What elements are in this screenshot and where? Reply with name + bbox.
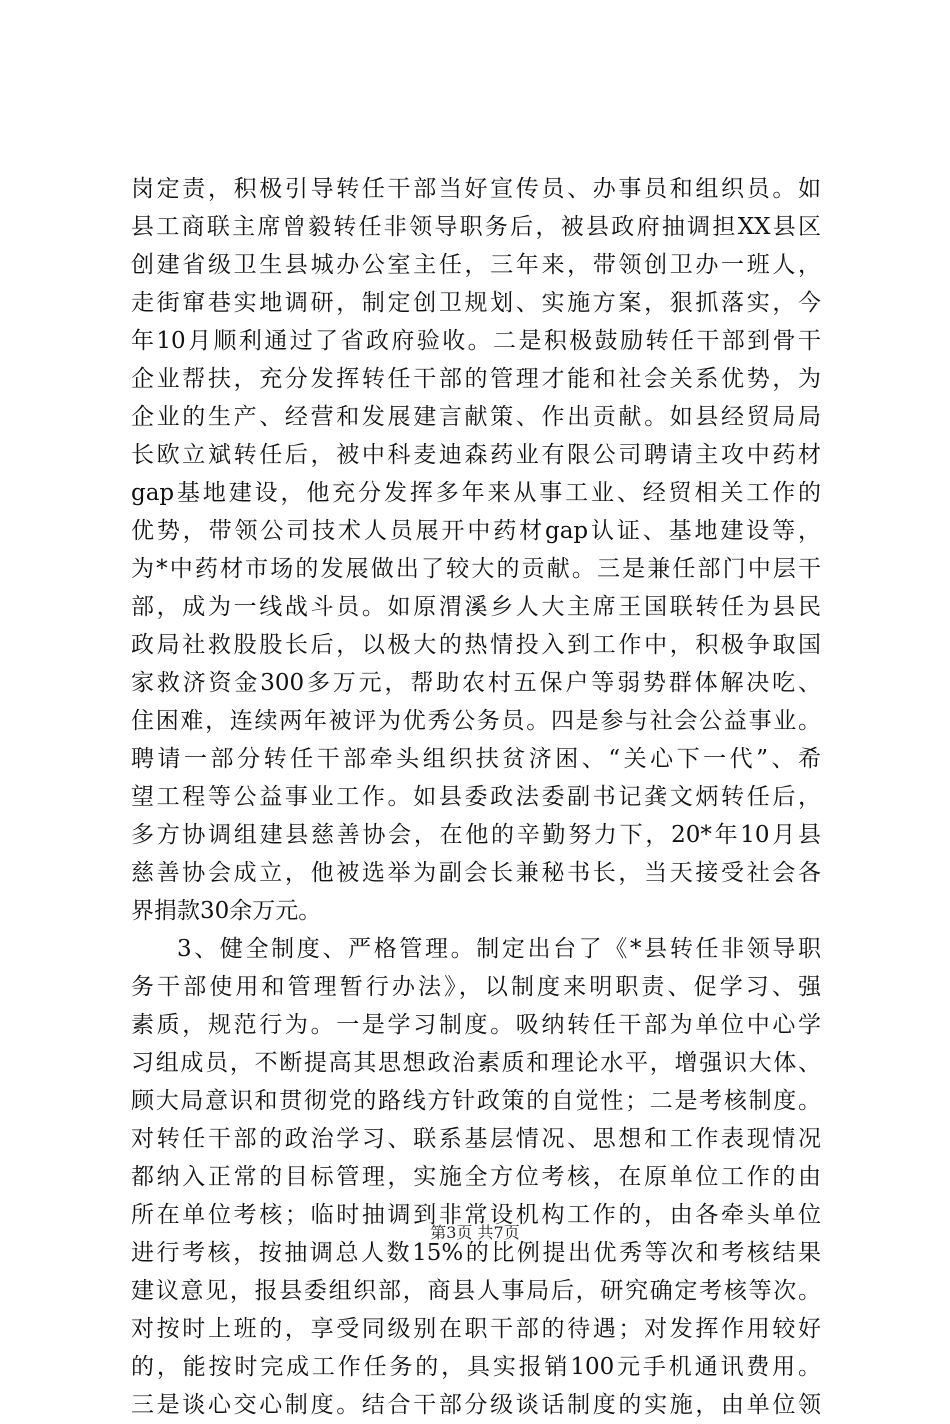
text-line: 所在单位考核；临时抽调到非常设机构工作的，由各牵头单位: [131, 1202, 821, 1228]
text-line: 慈善协会成立，他被选举为副会长兼秘书长，当天接受社会各: [131, 860, 821, 886]
text-line: 县工商联主席曾毅转任非领导职务后，被县政府抽调担XX县区: [131, 214, 821, 240]
text-line: gap基地建设，他充分发挥多年来从事工业、经贸相关工作的: [131, 480, 821, 506]
text-line: 三是谈心交心制度。结合干部分级谈话制度的实施，由单位领: [131, 1392, 821, 1418]
text-line: 望工程等公益事业工作。如县委政法委副书记龚文炳转任后，: [131, 784, 821, 810]
text-line: 对转任干部的政治学习、联系基层情况、思想和工作表现情况: [131, 1126, 821, 1152]
text-line: 顾大局意识和贯彻党的路线方针政策的自觉性；二是考核制度。: [131, 1088, 821, 1114]
text-line: 建议意见，报县委组织部，商县人事局后，研究确定考核等次。: [131, 1278, 821, 1304]
text-line: 务干部使用和管理暂行办法》，以制度来明职责、促学习、强: [131, 974, 821, 1000]
text-line: 企业的生产、经营和发展建言献策、作出贡献。如县经贸局局: [131, 404, 821, 430]
text-line: 长欧立斌转任后，被中科麦迪森药业有限公司聘请主攻中药材: [131, 442, 821, 468]
page-number-label: 第3页 共7页: [430, 1223, 520, 1242]
text-line: 为*中药材市场的发展做出了较大的贡献。三是兼任部门中层干: [131, 556, 821, 582]
text-line: 进行考核，按抽调总人数15%的比例提出优秀等次和考核结果: [131, 1240, 821, 1266]
text-line: 的，能按时完成工作任务的，具实报销100元手机通讯费用。: [131, 1354, 821, 1380]
text-line: 优势，带领公司技术人员展开中药材gap认证、基地建设等，: [131, 518, 821, 544]
text-line: 创建省级卫生县城办公室主任，三年来，带领创卫办一班人，: [131, 252, 821, 278]
paragraph-heading-line: 3、健全制度、严格管理。制定出台了《*县转任非领导职: [177, 936, 821, 962]
text-line: 家救济资金300多万元，帮助农村五保户等弱势群体解决吃、: [131, 670, 821, 696]
text-line: 企业帮扶，充分发挥转任干部的管理才能和社会关系优势，为: [131, 366, 821, 392]
text-line: 岗定责，积极引导转任干部当好宣传员、办事员和组织员。如: [131, 176, 821, 202]
text-line: 政局社救股股长后，以极大的热情投入到工作中，积极争取国: [131, 632, 821, 658]
text-line: 素质，规范行为。一是学习制度。吸纳转任干部为单位中心学: [131, 1012, 821, 1038]
text-line: 对按时上班的，享受同级别在职干部的待遇；对发挥作用较好: [131, 1316, 821, 1342]
page-footer: [0, 1222, 950, 1244]
text-line: 住困难，连续两年被评为优秀公务员。四是参与社会公益事业。: [131, 708, 821, 734]
text-line: 年10月顺利通过了省政府验收。二是积极鼓励转任干部到骨干: [131, 328, 821, 354]
text-line: 界捐款30余万元。: [131, 898, 322, 924]
text-line: 走街窜巷实地调研，制定创卫规划、实施方案，狠抓落实，今: [131, 290, 821, 316]
text-line: 部，成为一线战斗员。如原渭溪乡人大主席王国联转任为县民: [131, 594, 821, 620]
text-line: 都纳入正常的目标管理，实施全方位考核，在原单位工作的由: [131, 1164, 821, 1190]
text-line: 聘请一部分转任干部牵头组织扶贫济困、“关心下一代”、希: [131, 746, 821, 772]
text-line: 多方协调组建县慈善协会，在他的辛勤努力下，20*年10月县: [131, 822, 821, 848]
text-line: 习组成员，不断提高其思想政治素质和理论水平，增强识大体、: [131, 1050, 821, 1076]
